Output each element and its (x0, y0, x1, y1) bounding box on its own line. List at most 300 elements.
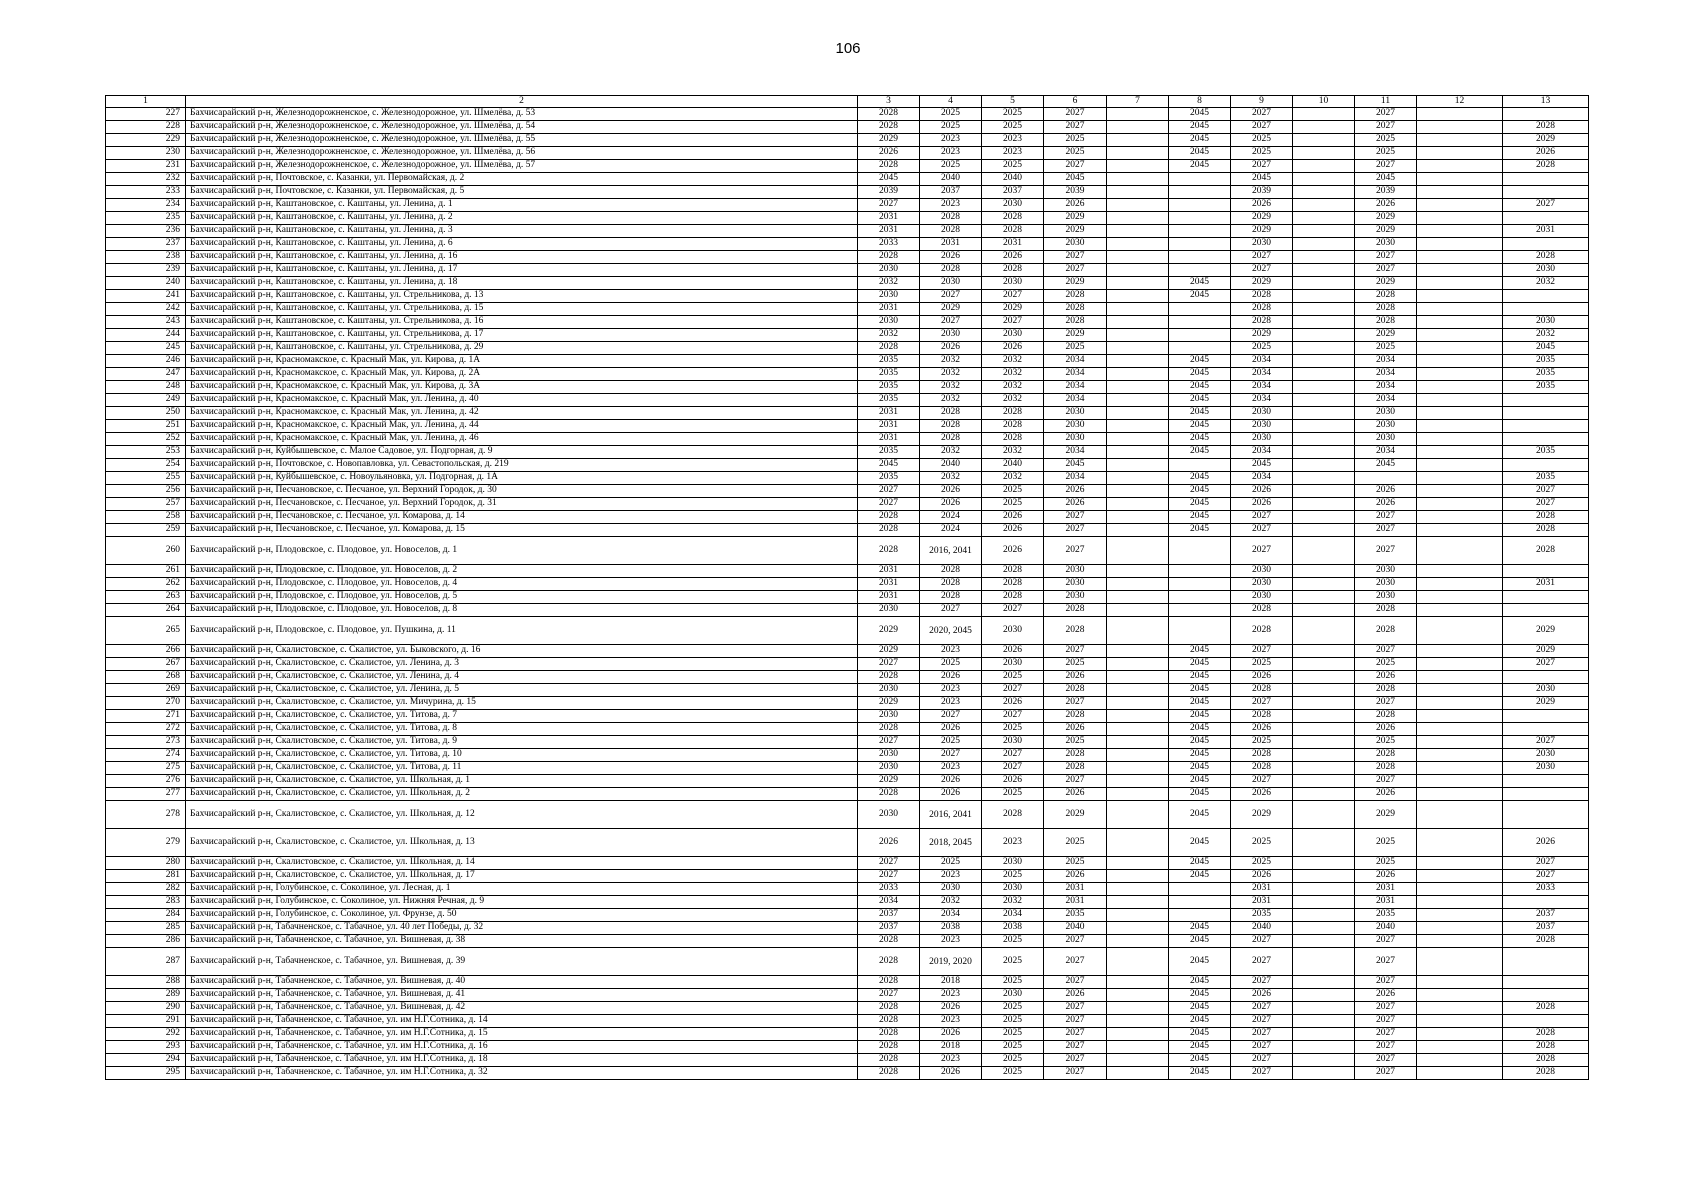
row-number-cell: 264 (106, 604, 186, 617)
year-cell-col-7 (1107, 537, 1169, 565)
year-cell-col-12 (1417, 736, 1503, 749)
year-cell-col-8: 2045 (1169, 134, 1231, 147)
year-cell-col-10 (1293, 290, 1355, 303)
year-cell-col-13: 2030 (1503, 762, 1589, 775)
year-cell-col-8: 2045 (1169, 976, 1231, 989)
year-cell-col-7 (1107, 485, 1169, 498)
year-cell-col-11: 2028 (1355, 316, 1417, 329)
year-cell-col-8: 2045 (1169, 671, 1231, 684)
row-number-cell: 283 (106, 896, 186, 909)
year-cell-col-13: 2035 (1503, 472, 1589, 485)
year-cell-col-9: 2030 (1231, 433, 1293, 446)
year-cell-col-13 (1503, 433, 1589, 446)
year-cell-col-11: 2026 (1355, 498, 1417, 511)
year-cell-col-13 (1503, 801, 1589, 829)
year-cell-col-3: 2037 (858, 909, 920, 922)
year-cell-col-5: 2030 (982, 199, 1044, 212)
year-cell-col-3: 2028 (858, 121, 920, 134)
table-row (106, 199, 1589, 212)
year-cell-col-11: 2027 (1355, 935, 1417, 948)
year-cell-col-10 (1293, 316, 1355, 329)
table-row (106, 277, 1589, 290)
year-cell-col-9: 2034 (1231, 368, 1293, 381)
row-number-cell: 269 (106, 684, 186, 697)
year-cell-col-4: 2030 (920, 277, 982, 290)
year-cell-col-12 (1417, 342, 1503, 355)
address-cell: Бахчисарайский р-н, Табачненское, с. Табачное, ул. 40 лет Победы, д. 32 (186, 922, 858, 935)
year-cell-col-13 (1503, 173, 1589, 186)
year-cell-col-9: 2031 (1231, 896, 1293, 909)
year-cell-col-6: 2031 (1044, 883, 1107, 896)
year-cell-col-8: 2045 (1169, 1067, 1231, 1080)
year-cell-col-3: 2032 (858, 277, 920, 290)
year-cell-col-9: 2027 (1231, 160, 1293, 173)
table-row (106, 498, 1589, 511)
year-cell-col-11: 2030 (1355, 578, 1417, 591)
year-cell-col-13: 2026 (1503, 829, 1589, 857)
year-cell-col-4: 2025 (920, 857, 982, 870)
year-cell-col-7 (1107, 420, 1169, 433)
year-cell-col-11: 2029 (1355, 277, 1417, 290)
year-cell-col-3: 2027 (858, 199, 920, 212)
year-cell-col-3: 2028 (858, 723, 920, 736)
year-cell-col-4: 2030 (920, 883, 982, 896)
year-cell-col-3: 2027 (858, 736, 920, 749)
year-cell-col-5: 2029 (982, 303, 1044, 316)
address-cell: Бахчисарайский р-н, Скалистовское, с. Скалистое, ул. Титова, д. 11 (186, 762, 858, 775)
row-number-cell: 252 (106, 433, 186, 446)
year-cell-col-5: 2025 (982, 485, 1044, 498)
year-cell-col-3: 2029 (858, 697, 920, 710)
year-cell-col-3: 2031 (858, 303, 920, 316)
year-cell-col-7 (1107, 1002, 1169, 1015)
table-row (106, 368, 1589, 381)
year-cell-col-3: 2027 (858, 658, 920, 671)
year-cell-col-10 (1293, 976, 1355, 989)
row-number-cell: 291 (106, 1015, 186, 1028)
year-cell-col-6: 2027 (1044, 537, 1107, 565)
row-number-cell: 292 (106, 1028, 186, 1041)
table-row (106, 1041, 1589, 1054)
year-cell-col-9: 2025 (1231, 134, 1293, 147)
year-cell-col-5: 2032 (982, 394, 1044, 407)
year-cell-col-13: 2037 (1503, 909, 1589, 922)
year-cell-col-5: 2030 (982, 989, 1044, 1002)
year-cell-col-4: 2023 (920, 1054, 982, 1067)
year-cell-col-3: 2029 (858, 617, 920, 645)
year-cell-col-9: 2026 (1231, 671, 1293, 684)
year-cell-col-13: 2028 (1503, 121, 1589, 134)
year-cell-col-6: 2028 (1044, 316, 1107, 329)
year-cell-col-5: 2038 (982, 922, 1044, 935)
table-row (106, 710, 1589, 723)
year-cell-col-6: 2026 (1044, 485, 1107, 498)
year-cell-col-10 (1293, 355, 1355, 368)
year-cell-col-12 (1417, 909, 1503, 922)
address-cell: Бахчисарайский р-н, Табачненское, с. Табачное, ул. Вишневая, д. 38 (186, 935, 858, 948)
year-cell-col-4: 2027 (920, 290, 982, 303)
year-cell-col-12 (1417, 355, 1503, 368)
year-cell-col-11: 2028 (1355, 710, 1417, 723)
year-cell-col-12 (1417, 160, 1503, 173)
year-cell-col-12 (1417, 883, 1503, 896)
year-cell-col-13: 2037 (1503, 922, 1589, 935)
table-row (106, 617, 1589, 645)
year-cell-col-11: 2026 (1355, 485, 1417, 498)
year-cell-col-5: 2025 (982, 1041, 1044, 1054)
year-cell-col-10 (1293, 578, 1355, 591)
year-cell-col-11: 2027 (1355, 524, 1417, 537)
year-cell-col-7 (1107, 909, 1169, 922)
year-cell-col-5: 2023 (982, 829, 1044, 857)
year-cell-col-7 (1107, 355, 1169, 368)
year-cell-col-6: 2025 (1044, 134, 1107, 147)
year-cell-col-4: 2034 (920, 909, 982, 922)
year-cell-col-3: 2028 (858, 1028, 920, 1041)
address-cell: Бахчисарайский р-н, Скалистовское, с. Скалистое, ул. Быковского, д. 16 (186, 645, 858, 658)
year-cell-col-9: 2034 (1231, 355, 1293, 368)
table-row (106, 948, 1589, 976)
year-cell-col-12 (1417, 1067, 1503, 1080)
year-cell-col-5: 2023 (982, 147, 1044, 160)
address-cell: Бахчисарайский р-н, Табачненское, с. Табачное, ул. Вишневая, д. 42 (186, 1002, 858, 1015)
year-cell-col-11: 2027 (1355, 775, 1417, 788)
row-number-cell: 244 (106, 329, 186, 342)
year-cell-col-4: 2026 (920, 1067, 982, 1080)
year-cell-col-13: 2028 (1503, 524, 1589, 537)
year-cell-col-6: 2030 (1044, 578, 1107, 591)
year-cell-col-7 (1107, 446, 1169, 459)
year-cell-col-9: 2029 (1231, 277, 1293, 290)
year-cell-col-12 (1417, 407, 1503, 420)
year-cell-col-7 (1107, 342, 1169, 355)
year-cell-col-13 (1503, 948, 1589, 976)
row-number-cell: 277 (106, 788, 186, 801)
year-cell-col-12 (1417, 472, 1503, 485)
table-row (106, 186, 1589, 199)
year-cell-col-11: 2027 (1355, 645, 1417, 658)
table-row (106, 134, 1589, 147)
row-number-cell: 268 (106, 671, 186, 684)
year-cell-col-11: 2028 (1355, 604, 1417, 617)
year-cell-col-3: 2026 (858, 829, 920, 857)
year-cell-col-11: 2040 (1355, 922, 1417, 935)
year-cell-col-10 (1293, 762, 1355, 775)
year-cell-col-11: 2026 (1355, 989, 1417, 1002)
year-cell-col-12 (1417, 108, 1503, 121)
year-cell-col-10 (1293, 1015, 1355, 1028)
year-cell-col-11: 2027 (1355, 511, 1417, 524)
year-cell-col-10 (1293, 381, 1355, 394)
year-cell-col-3: 2027 (858, 485, 920, 498)
row-number-cell: 243 (106, 316, 186, 329)
year-cell-col-8: 2045 (1169, 407, 1231, 420)
year-cell-col-10 (1293, 212, 1355, 225)
year-cell-col-13 (1503, 212, 1589, 225)
year-cell-col-4: 2026 (920, 498, 982, 511)
year-cell-col-11: 2029 (1355, 225, 1417, 238)
year-cell-col-12 (1417, 524, 1503, 537)
year-cell-col-10 (1293, 420, 1355, 433)
year-cell-col-5: 2025 (982, 1054, 1044, 1067)
year-cell-col-10 (1293, 710, 1355, 723)
row-number-cell: 295 (106, 1067, 186, 1080)
year-cell-col-8 (1169, 565, 1231, 578)
year-cell-col-13: 2032 (1503, 277, 1589, 290)
year-cell-col-7 (1107, 801, 1169, 829)
year-cell-col-6: 2030 (1044, 420, 1107, 433)
address-cell: Бахчисарайский р-н, Железнодорожненское, с. Железнодорожное, ул. Шмелёва, д. 54 (186, 121, 858, 134)
row-number-cell: 284 (106, 909, 186, 922)
row-number-cell: 286 (106, 935, 186, 948)
year-cell-col-8 (1169, 212, 1231, 225)
year-cell-col-7 (1107, 147, 1169, 160)
year-cell-col-8: 2045 (1169, 485, 1231, 498)
table-row (106, 857, 1589, 870)
year-cell-col-4: 2026 (920, 1028, 982, 1041)
year-cell-col-12 (1417, 935, 1503, 948)
year-cell-col-5: 2031 (982, 238, 1044, 251)
table-row (106, 578, 1589, 591)
table-row (106, 303, 1589, 316)
year-cell-col-6: 2034 (1044, 381, 1107, 394)
year-cell-col-8 (1169, 617, 1231, 645)
year-cell-col-12 (1417, 173, 1503, 186)
year-cell-col-9: 2030 (1231, 407, 1293, 420)
table-row (106, 736, 1589, 749)
year-cell-col-3: 2028 (858, 108, 920, 121)
year-cell-col-10 (1293, 857, 1355, 870)
year-cell-col-11: 2029 (1355, 329, 1417, 342)
year-cell-col-11: 2034 (1355, 355, 1417, 368)
year-cell-col-3: 2031 (858, 212, 920, 225)
address-cell: Бахчисарайский р-н, Скалистовское, с. Скалистое, ул. Титова, д. 10 (186, 749, 858, 762)
year-cell-col-5: 2032 (982, 381, 1044, 394)
year-cell-col-4: 2028 (920, 433, 982, 446)
row-number-cell: 249 (106, 394, 186, 407)
year-cell-col-3: 2037 (858, 922, 920, 935)
year-cell-col-5: 2025 (982, 1028, 1044, 1041)
year-cell-col-12 (1417, 1028, 1503, 1041)
year-cell-col-3: 2029 (858, 134, 920, 147)
year-cell-col-5: 2026 (982, 775, 1044, 788)
table-row (106, 565, 1589, 578)
year-cell-col-7 (1107, 329, 1169, 342)
year-cell-col-5: 2034 (982, 909, 1044, 922)
address-cell: Бахчисарайский р-н, Скалистовское, с. Скалистое, ул. Ленина, д. 4 (186, 671, 858, 684)
year-cell-col-13: 2028 (1503, 1067, 1589, 1080)
year-cell-col-3: 2045 (858, 459, 920, 472)
year-cell-col-9: 2030 (1231, 565, 1293, 578)
column-header-11: 11 (1355, 96, 1417, 108)
year-cell-col-13: 2029 (1503, 697, 1589, 710)
year-cell-col-12 (1417, 896, 1503, 909)
row-number-cell: 229 (106, 134, 186, 147)
row-number-cell: 278 (106, 801, 186, 829)
year-cell-col-13 (1503, 1015, 1589, 1028)
year-cell-col-8: 2045 (1169, 829, 1231, 857)
address-cell: Бахчисарайский р-н, Скалистовское, с. Скалистое, ул. Школьная, д. 1 (186, 775, 858, 788)
year-cell-col-8: 2045 (1169, 1002, 1231, 1015)
year-cell-col-9: 2027 (1231, 935, 1293, 948)
year-cell-col-3: 2028 (858, 788, 920, 801)
year-cell-col-7 (1107, 524, 1169, 537)
year-cell-col-11: 2025 (1355, 857, 1417, 870)
row-number-cell: 248 (106, 381, 186, 394)
year-cell-col-9: 2027 (1231, 1067, 1293, 1080)
year-cell-col-9: 2025 (1231, 147, 1293, 160)
year-cell-col-13: 2027 (1503, 658, 1589, 671)
year-cell-col-12 (1417, 801, 1503, 829)
address-cell: Бахчисарайский р-н, Скалистовское, с. Скалистое, ул. Титова, д. 8 (186, 723, 858, 736)
year-cell-col-9: 2030 (1231, 420, 1293, 433)
year-cell-col-9: 2027 (1231, 537, 1293, 565)
year-cell-col-7 (1107, 565, 1169, 578)
year-cell-col-9: 2025 (1231, 342, 1293, 355)
table-body (106, 108, 1589, 1080)
year-cell-col-9: 2027 (1231, 645, 1293, 658)
year-cell-col-6: 2027 (1044, 251, 1107, 264)
year-cell-col-12 (1417, 433, 1503, 446)
year-cell-col-10 (1293, 935, 1355, 948)
address-cell: Бахчисарайский р-н, Песчановское, с. Песчаное, ул. Комарова, д. 15 (186, 524, 858, 537)
year-cell-col-4: 2028 (920, 420, 982, 433)
year-cell-col-12 (1417, 578, 1503, 591)
year-cell-col-8: 2045 (1169, 147, 1231, 160)
year-cell-col-8: 2045 (1169, 121, 1231, 134)
year-cell-col-7 (1107, 186, 1169, 199)
year-cell-col-6: 2030 (1044, 238, 1107, 251)
row-number-cell: 250 (106, 407, 186, 420)
address-cell: Бахчисарайский р-н, Каштановское, с. Каштаны, ул. Ленина, д. 16 (186, 251, 858, 264)
year-cell-col-9: 2026 (1231, 989, 1293, 1002)
year-cell-col-10 (1293, 1041, 1355, 1054)
year-cell-col-10 (1293, 498, 1355, 511)
year-cell-col-12 (1417, 762, 1503, 775)
year-cell-col-7 (1107, 160, 1169, 173)
address-cell: Бахчисарайский р-н, Красномакское, с. Красный Мак, ул. Кирова, д. 1А (186, 355, 858, 368)
year-cell-col-3: 2028 (858, 671, 920, 684)
year-cell-col-12 (1417, 749, 1503, 762)
row-number-cell: 232 (106, 173, 186, 186)
year-cell-col-5: 2025 (982, 671, 1044, 684)
table-row (106, 870, 1589, 883)
year-cell-col-3: 2028 (858, 1041, 920, 1054)
year-cell-col-6: 2028 (1044, 604, 1107, 617)
row-number-cell: 256 (106, 485, 186, 498)
year-cell-col-9: 2028 (1231, 290, 1293, 303)
year-cell-col-13: 2027 (1503, 199, 1589, 212)
year-cell-col-5: 2028 (982, 225, 1044, 238)
year-cell-col-8: 2045 (1169, 1015, 1231, 1028)
year-cell-col-4: 2027 (920, 710, 982, 723)
year-cell-col-10 (1293, 407, 1355, 420)
year-cell-col-7 (1107, 472, 1169, 485)
year-cell-col-10 (1293, 160, 1355, 173)
year-cell-col-11: 2030 (1355, 591, 1417, 604)
address-cell: Бахчисарайский р-н, Каштановское, с. Каштаны, ул. Стрельникова, д. 17 (186, 329, 858, 342)
year-cell-col-4: 2024 (920, 524, 982, 537)
year-cell-col-7 (1107, 1041, 1169, 1054)
year-cell-col-11 (1355, 472, 1417, 485)
year-cell-col-13: 2035 (1503, 368, 1589, 381)
year-cell-col-11: 2045 (1355, 173, 1417, 186)
year-cell-col-5: 2032 (982, 896, 1044, 909)
table-row (106, 160, 1589, 173)
year-cell-col-10 (1293, 1002, 1355, 1015)
year-cell-col-5: 2026 (982, 537, 1044, 565)
address-cell: Бахчисарайский р-н, Каштановское, с. Каштаны, ул. Стрельникова, д. 13 (186, 290, 858, 303)
address-cell: Бахчисарайский р-н, Куйбышевское, с. Новоульяновка, ул. Подгорная, д. 1А (186, 472, 858, 485)
year-cell-col-13: 2029 (1503, 645, 1589, 658)
address-cell: Бахчисарайский р-н, Табачненское, с. Табачное, ул. им Н.Г.Сотника, д. 15 (186, 1028, 858, 1041)
year-cell-col-8: 2045 (1169, 697, 1231, 710)
row-number-cell: 247 (106, 368, 186, 381)
year-cell-col-11: 2027 (1355, 976, 1417, 989)
year-cell-col-12 (1417, 498, 1503, 511)
year-cell-col-12 (1417, 290, 1503, 303)
table-row (106, 485, 1589, 498)
year-cell-col-11: 2029 (1355, 801, 1417, 829)
address-cell: Бахчисарайский р-н, Красномакское, с. Красный Мак, ул. Ленина, д. 40 (186, 394, 858, 407)
year-cell-col-12 (1417, 199, 1503, 212)
year-cell-col-12 (1417, 989, 1503, 1002)
year-cell-col-5: 2028 (982, 212, 1044, 225)
year-cell-col-3: 2031 (858, 225, 920, 238)
year-cell-col-8: 2045 (1169, 736, 1231, 749)
row-number-cell: 276 (106, 775, 186, 788)
year-cell-col-3: 2030 (858, 710, 920, 723)
year-cell-col-7 (1107, 459, 1169, 472)
year-cell-col-7 (1107, 1054, 1169, 1067)
row-number-cell: 279 (106, 829, 186, 857)
year-cell-col-9: 2028 (1231, 617, 1293, 645)
year-cell-col-13: 2030 (1503, 684, 1589, 697)
year-cell-col-13 (1503, 775, 1589, 788)
table-row (106, 316, 1589, 329)
address-cell: Бахчисарайский р-н, Скалистовское, с. Скалистое, ул. Титова, д. 9 (186, 736, 858, 749)
year-cell-col-12 (1417, 511, 1503, 524)
year-cell-col-12 (1417, 420, 1503, 433)
table-row (106, 446, 1589, 459)
year-cell-col-10 (1293, 199, 1355, 212)
row-number-cell: 259 (106, 524, 186, 537)
year-cell-col-3: 2039 (858, 186, 920, 199)
address-cell: Бахчисарайский р-н, Табачненское, с. Табачное, ул. им Н.Г.Сотника, д. 32 (186, 1067, 858, 1080)
year-cell-col-6: 2030 (1044, 591, 1107, 604)
year-cell-col-3: 2030 (858, 801, 920, 829)
year-cell-col-12 (1417, 697, 1503, 710)
year-cell-col-3: 2028 (858, 251, 920, 264)
year-cell-col-7 (1107, 316, 1169, 329)
address-cell: Бахчисарайский р-н, Почтовское, с. Казанки, ул. Первомайская, д. 2 (186, 173, 858, 186)
row-number-cell: 274 (106, 749, 186, 762)
year-cell-col-9: 2027 (1231, 108, 1293, 121)
year-cell-col-3: 2031 (858, 407, 920, 420)
year-cell-col-9: 2028 (1231, 316, 1293, 329)
row-number-cell: 294 (106, 1054, 186, 1067)
year-cell-col-4: 2025 (920, 160, 982, 173)
address-cell: Бахчисарайский р-н, Песчановское, с. Песчаное, ул. Верхний Городок, д. 31 (186, 498, 858, 511)
year-cell-col-12 (1417, 225, 1503, 238)
year-cell-col-9: 2028 (1231, 604, 1293, 617)
year-cell-col-7 (1107, 948, 1169, 976)
year-cell-col-5: 2030 (982, 658, 1044, 671)
year-cell-col-11: 2027 (1355, 1067, 1417, 1080)
year-cell-col-5: 2028 (982, 565, 1044, 578)
table-row (106, 909, 1589, 922)
address-cell: Бахчисарайский р-н, Плодовское, с. Плодовое, ул. Новоселов, д. 8 (186, 604, 858, 617)
